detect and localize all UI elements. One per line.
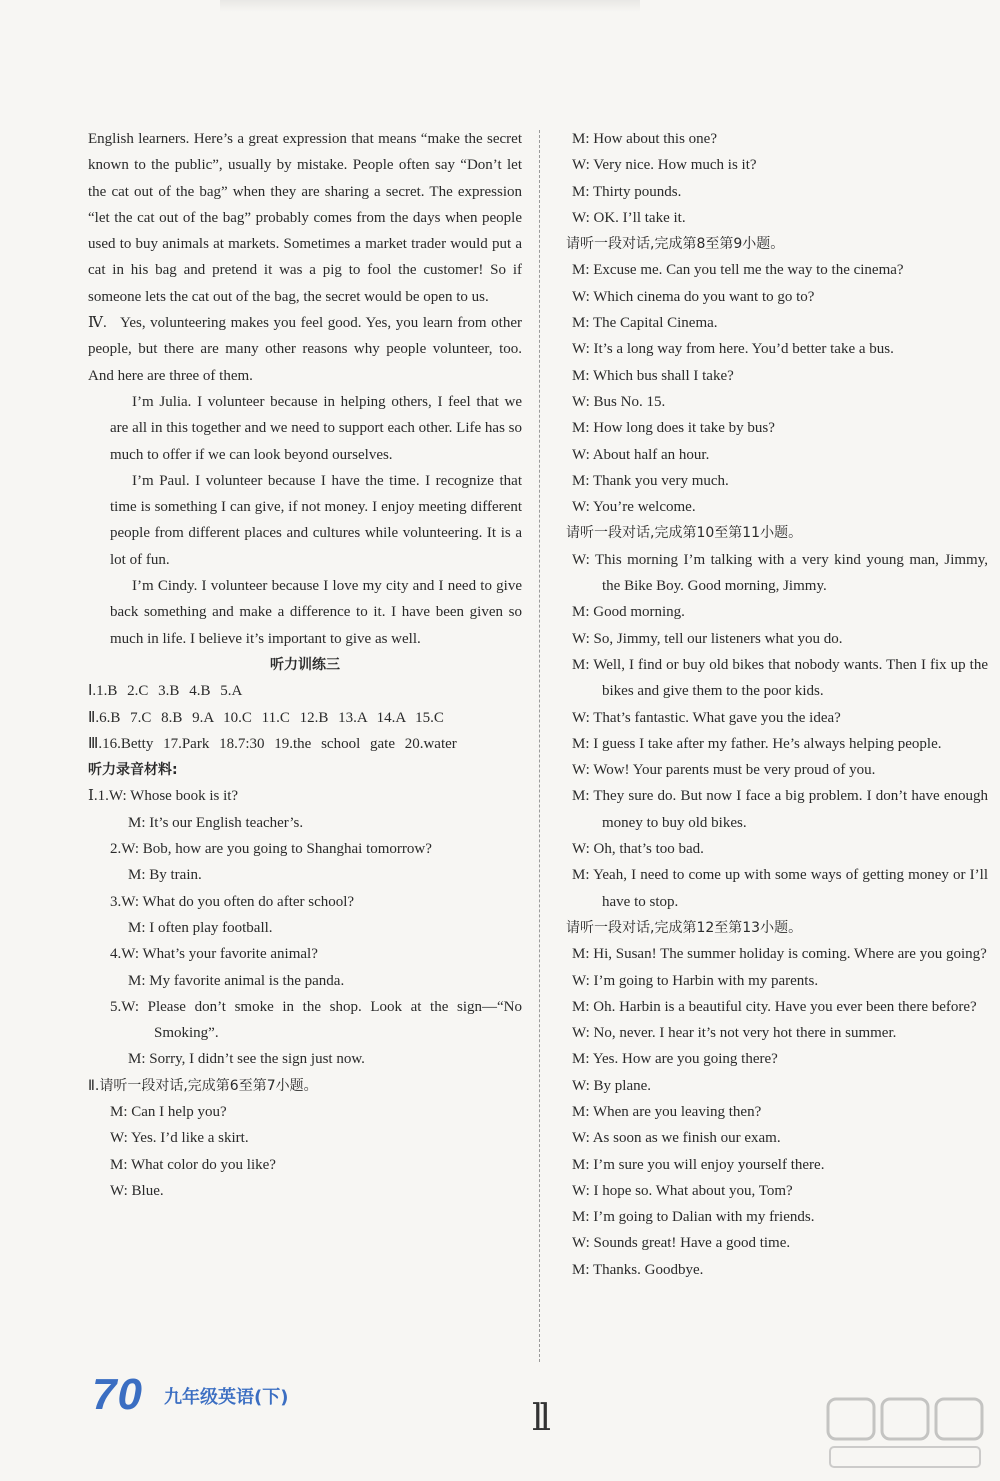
- dialogue-line: W: So, Jimmy, tell our listeners what you do.: [572, 630, 843, 647]
- dialogue-line: M: I guess I take after my father. He’s always helping people.: [572, 735, 942, 752]
- q3-woman: 3.W: What do you often do after school?: [110, 893, 355, 910]
- dialogue-line: W: It’s a long way from here. You’d better take a bus.: [572, 341, 894, 358]
- dialogue-line: M: Hi, Susan! The summer holiday is coming. Where are you going?: [572, 946, 987, 963]
- dialogue-6-7-right: [572, 126, 988, 231]
- dialogue-line: W: Bus No. 15.: [572, 393, 666, 410]
- dialogue-line: M: Well, I find or buy old bikes that nobody wants. Then I fix up the bikes and give them to the poor kids.: [572, 656, 988, 700]
- dialogue-line: M: Thirty pounds.: [572, 183, 682, 200]
- dialogue-line: W: No, never. I hear it’s not very hot there in summer.: [572, 1025, 897, 1042]
- dialogue-line: M: Good morning.: [572, 604, 685, 621]
- julia-paragraph: I’m Julia. I volunteer because in helping others, I feel that we are all in this together and we need to support each other. Life has so much to offer if we can look beyond ourselves.: [110, 393, 522, 463]
- q2-woman: 2.W: Bob, how are you going to Shanghai tomorrow?: [110, 841, 432, 858]
- cindy-paragraph: I’m Cindy. I volunteer because I love my city and I need to give back something and make a difference to it. I have been given so much in life. I believe it’s important to give as well.: [110, 578, 522, 647]
- dialogue-line: W: Which cinema do you want to go to?: [572, 288, 815, 305]
- dialogue-line: M: Yeah, I need to come up with some ways of getting money or I’ll have to stop.: [572, 867, 988, 910]
- q3-man: M: I often play football.: [128, 919, 273, 936]
- dialogue-10-11-heading: 请听一段对话,完成第10至第11小题。: [566, 525, 803, 542]
- section-iv-label: Ⅳ.: [88, 315, 107, 332]
- dialogue-line: W: That’s fantastic. What gave you the idea?: [572, 709, 841, 726]
- dialogue-line: M: I’m going to Dalian with my friends.: [572, 1209, 815, 1226]
- part2-heading: Ⅱ.请听一段对话,完成第6至第7小题。: [88, 1077, 318, 1094]
- q2-man: M: By train.: [128, 867, 202, 884]
- dialogue-line: W: By plane.: [572, 1077, 652, 1094]
- dialogue-line: W: About half an hour.: [572, 446, 710, 463]
- dialogue-12-13-heading: 请听一段对话,完成第12至第13小题。: [566, 919, 803, 936]
- dialogue-line: W: Wow! Your parents must be very proud of you.: [572, 762, 876, 779]
- dialogue-line: W: You’re welcome.: [572, 499, 696, 516]
- q4-man: M: My favorite animal is the panda.: [128, 972, 345, 989]
- answers-part2: Ⅱ.6.B 7.C 8.B 9.A 10.C 11.C 12.B 13.A 14.A 15.C: [88, 709, 444, 726]
- section-iv: [88, 310, 522, 389]
- q4-woman: 4.W: What’s your favorite animal?: [110, 946, 318, 963]
- dialogue-line: M: Can I help you?: [110, 1103, 227, 1120]
- dialogue-line: W: Blue.: [110, 1182, 164, 1199]
- page-number: 70: [92, 1370, 143, 1419]
- dialogue-8-9-heading: 请听一段对话,完成第8至第9小题。: [566, 236, 785, 253]
- dialogue-line: W: I’m going to Harbin with my parents.: [572, 972, 819, 989]
- dialogue-line: M: The Capital Cinema.: [572, 315, 718, 332]
- passage-continuation: English learners. Here’s a great expression that means “make the secret known to the public”, usually by mistake. People often say “Don’t let the cat out of the bag” when they are sharing a secret. The expression “let the cat out of the bag” probably comes from the days when people used to buy animals at markets. Sometimes a market trader would put a cat in his bag and pretend it was a pig to fool the customer! So if someone lets the cat out of the bag, the secret would be open to us.: [88, 131, 522, 305]
- q1-man: M: It’s our English teacher’s.: [128, 814, 304, 831]
- dialogue-line: W: Sounds great! Have a good time.: [572, 1235, 791, 1252]
- dialogue-line: M: When are you leaving then?: [572, 1103, 762, 1120]
- book-label: 九年级英语(下): [164, 1387, 289, 1408]
- column-divider: [539, 130, 540, 1362]
- dialogue-line: M: Thank you very much.: [572, 472, 729, 489]
- dialogue-8-9: [572, 257, 988, 520]
- answers-part3: Ⅲ.16.Betty 17.Park 18.7:30 19.the school gate 20.water: [88, 735, 457, 752]
- dialogue-line: W: This morning I’m talking with a very kind young man, Jimmy, the Bike Boy. Good morning, Jimmy.: [572, 551, 988, 595]
- dialogue-line: M: Yes. How are you going there?: [572, 1051, 778, 1068]
- dialogue-line: M: Which bus shall I take?: [572, 367, 734, 384]
- dialogue-10-11: [572, 547, 988, 915]
- dialogue-line: M: I’m sure you will enjoy yourself there.: [572, 1156, 825, 1173]
- dialogue-line: W: Very nice. How much is it?: [572, 157, 757, 174]
- q1-woman: Ⅰ.1.W: Whose book is it?: [88, 788, 239, 805]
- dialogue-line: M: Excuse me. Can you tell me the way to the cinema?: [572, 262, 904, 279]
- answers-part1: Ⅰ.1.B 2.C 3.B 4.B 5.A: [88, 683, 243, 700]
- section-title: 听力训练三: [270, 656, 340, 673]
- scan-artifact: [220, 0, 640, 12]
- dialogue-line: W: Yes. I’d like a skirt.: [110, 1130, 249, 1147]
- paul-paragraph: I’m Paul. I volunteer because I have the time. I recognize that time is something I can give, if not money. I enjoy meeting different people from different places and cultures while volunteering. It is a lot of fun.: [110, 472, 522, 568]
- dialogue-line: W: I hope so. What about you, Tom?: [572, 1182, 793, 1199]
- dialogue-6-7-left: [88, 1099, 522, 1204]
- material-title: 听力录音材料:: [88, 762, 178, 779]
- dialogue-12-13: [572, 941, 988, 1283]
- dialogue-line: M: They sure do. But now I face a big problem. I don’t have enough money to buy old bikes.: [572, 788, 988, 831]
- right-column: [566, 126, 988, 1283]
- dialogue-line: W: Oh, that’s too bad.: [572, 841, 704, 858]
- dialogue-line: M: Oh. Harbin is a beautiful city. Have you ever been there before?: [572, 998, 977, 1015]
- dialogue-line: W: OK. I’ll take it.: [572, 209, 686, 226]
- dialogue-line: W: As soon as we finish our exam.: [572, 1130, 781, 1147]
- handwritten-mark: ll: [532, 1398, 548, 1439]
- section-iv-text: Yes, volunteering makes you feel good. Yes, you learn from other people, but there are many other reasons why people volunteer, too. And here are three of them.: [88, 315, 522, 384]
- dialogue-line: M: How long does it take by bus?: [572, 420, 775, 437]
- watermark-logo-icon: [820, 1393, 990, 1473]
- dialogue-line: M: Thanks. Goodbye.: [572, 1261, 704, 1278]
- dialogue-line: M: How about this one?: [572, 131, 717, 147]
- q5-man: M: Sorry, I didn’t see the sign just now.: [128, 1051, 365, 1068]
- dialogue-line: M: What color do you like?: [110, 1156, 276, 1173]
- q5-woman: 5.W: Please don’t smoke in the shop. Look at the sign—“No Smoking”.: [110, 998, 522, 1042]
- left-column: [88, 126, 522, 1204]
